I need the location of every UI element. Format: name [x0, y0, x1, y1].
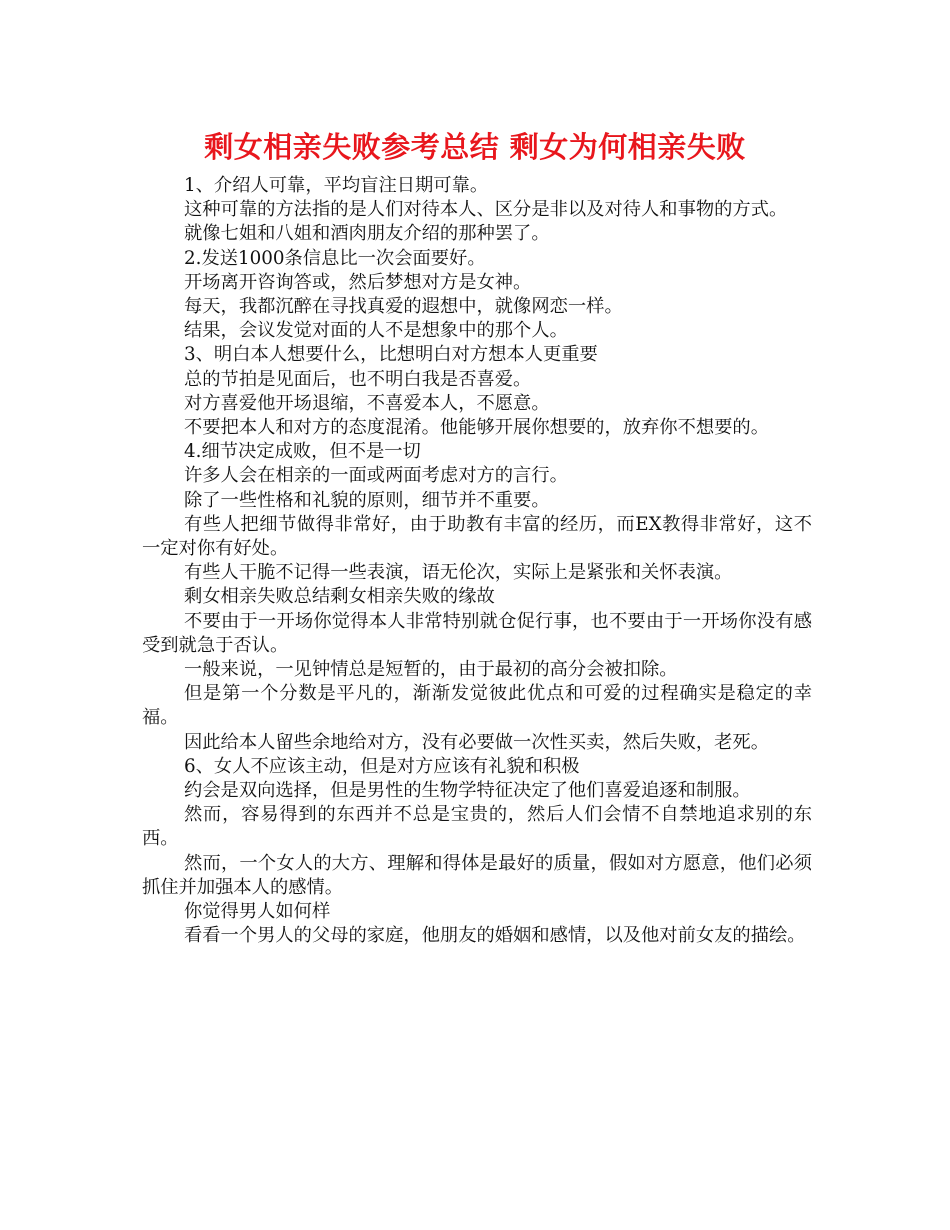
paragraph: 对方喜爱他开场退缩，不喜爱本人，不愿意。 [184, 392, 550, 414]
paragraph: 有些人把细节做得非常好，由于助教有丰富的经历，而EX教得非常好，这不一定对你有好处。 [142, 513, 812, 560]
paragraph: 每天，我都沉醉在寻找真爱的遐想中，就像网恋一样。 [184, 296, 623, 318]
paragraph: 不要由于一开场你觉得本人非常特别就仓促行事，也不要由于一开场你没有感受到就急于否认。 [142, 610, 812, 656]
document-page [142, 124, 812, 949]
paragraph: 4.细节决定成败，但不是一切 [184, 441, 421, 463]
paragraph: 许多人会在相亲的一面或两面考虑对方的言行。 [184, 465, 568, 487]
paragraph: 剩女相亲失败总结剩女相亲失败的缘故 [184, 586, 495, 608]
paragraph: 2.发送1000条信息比一次会面要好。 [184, 247, 486, 269]
paragraph: 你觉得男人如何样 [184, 901, 331, 923]
document-title: 剩女相亲失败参考总结 剩女为何相亲失败 [204, 130, 746, 164]
paragraph: 一般来说，一见钟情总是短暂的，由于最初的高分会被扣除。 [184, 659, 678, 681]
paragraph: 开场离开咨询答或，然后梦想对方是女神。 [184, 271, 532, 293]
paragraph: 然而，一个女人的大方、理解和得体是最好的质量，假如对方愿意，他们必须抓住并加强本人的感情。 [142, 852, 812, 898]
paragraph: 看看一个男人的父母的家庭，他朋友的婚姻和感情，以及他对前女友的描绘。 [184, 925, 806, 947]
paragraph: 然而，容易得到的东西并不总是宝贵的，然后人们会情不自禁地追求别的东西。 [142, 804, 812, 850]
document-body [142, 174, 812, 949]
paragraph: 约会是双向选择，但是男性的生物学特征决定了他们喜爱追逐和制服。 [184, 780, 751, 802]
paragraph: 1、介绍人可靠，平均盲注日期可靠。 [184, 175, 489, 196]
paragraph: 不要把本人和对方的态度混淆。他能够开展你想要的，放弃你不想要的。 [184, 417, 769, 439]
paragraph: 就像七姐和八姐和酒肉朋友介绍的那种罢了。 [184, 223, 550, 245]
paragraph: 因此给本人留些余地给对方，没有必要做一次性买卖，然后失败，老死。 [184, 731, 769, 753]
paragraph: 这种可靠的方法指的是人们对待本人、区分是非以及对待人和事物的方式。 [184, 199, 788, 221]
paragraph: 总的节拍是见面后，也不明白我是否喜爱。 [184, 368, 532, 390]
paragraph: 有些人干脆不记得一些表演，语无伦次，实际上是紧张和关怀表演。 [184, 562, 733, 584]
paragraph: 结果，会议发觉对面的人不是想象中的那个人。 [184, 320, 568, 342]
paragraph: 除了一些性格和礼貌的原则，细节并不重要。 [184, 489, 550, 511]
paragraph: 但是第一个分数是平凡的，渐渐发觉彼此优点和可爱的过程确实是稳定的幸福。 [142, 683, 812, 729]
paragraph: 6、女人不应该主动，但是对方应该有礼貌和积极 [184, 755, 580, 777]
paragraph: 3、明白本人想要什么，比想明白对方想本人更重要 [184, 344, 598, 366]
